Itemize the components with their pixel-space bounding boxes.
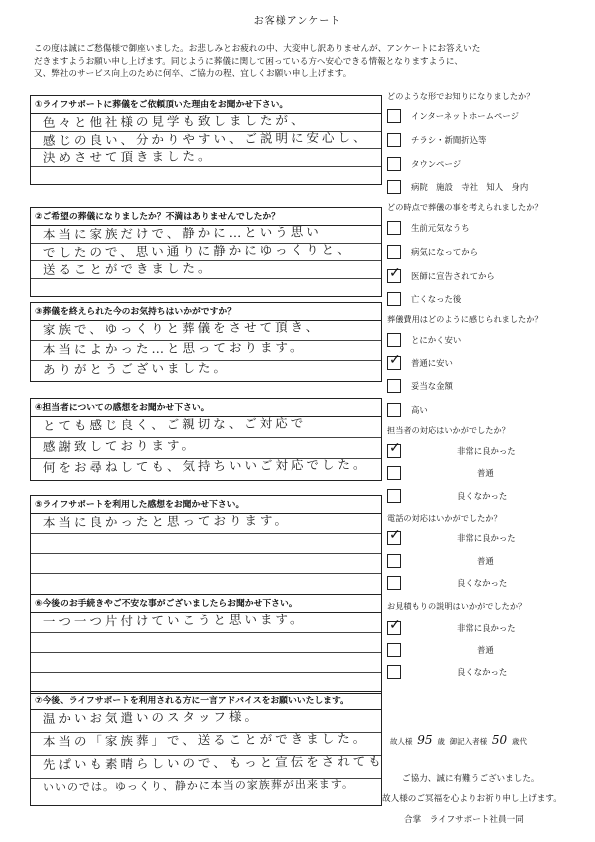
answer-line: 先ぱいも素晴らしいので、もっと宣伝をされても xyxy=(42,753,384,772)
answer-line: 決めさせて頂きました。 xyxy=(42,148,214,165)
option-label: 妥当な金額 xyxy=(411,381,453,391)
checkbox[interactable] xyxy=(387,379,401,393)
checkbox[interactable] xyxy=(387,221,401,235)
writer-age-value: 50 xyxy=(491,733,508,747)
deceased-age-unit: 歳 xyxy=(437,737,445,746)
answer-line: 温かいお気遣いのスタッフ様。 xyxy=(42,708,261,726)
question-1-label: ①ライフサポートに葬儀をご依頼頂いた理由をお聞かせ下さい。 xyxy=(31,96,381,114)
answer-line: 本当に家族だけで、静かに…という思い xyxy=(42,224,322,242)
checkbox[interactable] xyxy=(387,617,401,635)
answer-line: 本当の「家族葬」で、送ることができました。 xyxy=(42,730,369,749)
survey-title: お客様アンケート xyxy=(253,16,342,27)
answer-line: でしたので、思い通りに静かにゆっくりと、 xyxy=(42,241,353,260)
question-5-box xyxy=(30,495,382,595)
checkbox[interactable] xyxy=(387,527,401,545)
question-4-box xyxy=(30,398,382,481)
option-label: 普通 xyxy=(477,468,494,478)
question-7-label: ⑦今後、ライフサポートを利用される方に一言アドバイスをお願いいたします。 xyxy=(31,692,381,710)
closing-condolence: 故人様のご冥福を心よりお祈り申し上げます。 xyxy=(382,794,562,804)
writer-age-unit: 歳代 xyxy=(511,737,527,746)
checkbox[interactable] xyxy=(387,245,401,259)
option-label: 非常に良かった xyxy=(457,533,516,543)
checkbox[interactable] xyxy=(387,333,401,347)
checkbox[interactable] xyxy=(387,489,401,503)
option-label: 良くなかった xyxy=(457,667,508,677)
check-mark-icon: ✓ xyxy=(389,617,401,633)
closing-thanks: ご協力、誠に有難うございました。 xyxy=(402,774,540,784)
answer-line: いいのでは。ゆっくり、静かに本当の家族葬が出来ます。 xyxy=(42,777,355,794)
section-title-cost: 葬儀費用はどのように感じられましたか？ xyxy=(387,314,543,324)
check-mark-icon: ✓ xyxy=(389,527,401,543)
question-3-label: ③葬儀を終えられた今のお気持ちはいかがですか？ xyxy=(31,303,381,321)
answer-line: 何をお尋ねしても、気持ちいいご対応でした。 xyxy=(42,456,369,475)
option-label: 非常に良かった xyxy=(457,446,516,456)
closing-signature: 合掌 ライフサポート社員一同 xyxy=(404,815,524,825)
option-label: 病気になってから xyxy=(411,247,478,257)
option-label: 生前元気なうち xyxy=(411,223,470,233)
question-6-label: ⑥今後のお手続きやご不安な事がございましたらお聞かせ下さい。 xyxy=(31,595,381,613)
checkbox[interactable] xyxy=(387,292,401,306)
question-7-box xyxy=(30,691,382,806)
option-label: 良くなかった xyxy=(457,491,508,501)
answer-line: 本当に良かったと思っております。 xyxy=(42,512,291,530)
option-label: 非常に良かった xyxy=(457,623,516,633)
answer-line: 色々と他社様の見学も致しましたが、 xyxy=(42,112,307,130)
checkbox[interactable] xyxy=(387,265,401,283)
option-label: 病院 施設 寺社 知人 身内 xyxy=(411,182,529,192)
answer-line: ありがとうございました。 xyxy=(42,360,230,377)
answer-line: 家族で、ゆっくりと葬儀をさせて頂き、 xyxy=(42,319,322,337)
checkbox[interactable] xyxy=(387,157,401,171)
question-4-label: ④担当者についての感想をお聞かせ下さい。 xyxy=(31,399,381,417)
option-label: タウンページ xyxy=(411,159,462,169)
check-mark-icon: ✓ xyxy=(389,440,401,456)
question-5-label: ⑤ライフサポートを利用した感想をお聞かせ下さい。 xyxy=(31,496,381,514)
intro-text xyxy=(34,43,574,81)
section-title-staff: 担当者の対応はいかがでしたか？ xyxy=(387,425,510,435)
checkbox[interactable] xyxy=(387,554,401,568)
checkbox[interactable] xyxy=(387,643,401,657)
check-mark-icon: ✓ xyxy=(389,265,401,281)
writer-age-label: 御記入者様 xyxy=(449,737,488,746)
deceased-age-label: 故人様 xyxy=(390,737,413,746)
question-3-box xyxy=(30,302,382,382)
answer-line: とても感じ良く、ご親切な、ご対応で xyxy=(42,415,307,433)
option-label: 普通に安い xyxy=(411,358,453,368)
section-title-phone: 電話の対応はいかがでしたか？ xyxy=(387,513,502,523)
checkbox[interactable] xyxy=(387,180,401,194)
intro-line: この度は誠にご愁傷様で御座いました。お悲しみとお疲れの中、大変申し訳ありませんが、アンケートにお答えいた xyxy=(34,44,481,54)
checkbox[interactable] xyxy=(387,133,401,147)
intro-line: だきますようお願い申し上げます。同じように葬儀に関して困っている方へ安心できる情報となりますように、 xyxy=(34,56,464,67)
checkbox[interactable] xyxy=(387,403,401,417)
section-title-estimate: お見積もりの説明はいかがでしたか？ xyxy=(387,601,527,611)
option-label: 医師に宣告されてから xyxy=(411,271,495,281)
checkbox[interactable] xyxy=(387,109,401,123)
option-label: 高い xyxy=(411,405,428,415)
option-label: 普通 xyxy=(477,645,494,655)
answer-line: 本当によかった…と思っております。 xyxy=(42,339,306,357)
question-1-box xyxy=(30,95,382,185)
answer-line: 送ることができました。 xyxy=(42,260,214,277)
option-label: 普通 xyxy=(477,556,494,566)
checkbox[interactable] xyxy=(387,665,401,679)
intro-line: 又、弊社のサービス向上のために何卒、ご協力の程、宜しくお願い申し上げます。 xyxy=(34,69,352,79)
answer-line: 一つ一つ片付けていこうと思います。 xyxy=(42,611,306,629)
checkbox[interactable] xyxy=(387,440,401,458)
option-label: 良くなかった xyxy=(457,578,508,588)
section-title-timing: どの時点で葬儀の事を考えられましたか？ xyxy=(387,202,543,212)
option-label: 亡くなった後 xyxy=(411,294,462,304)
checkbox[interactable] xyxy=(387,576,401,590)
deceased-age-value: 95 xyxy=(417,733,433,747)
answer-line: 感謝致しております。 xyxy=(42,437,198,454)
checkbox[interactable] xyxy=(387,466,401,480)
check-mark-icon: ✓ xyxy=(389,352,401,368)
answer-line: 感じの良い、分かりやすい、ご説明に安心し、 xyxy=(42,129,369,148)
question-2-label: ②ご希望の葬儀になりましたか？不満はありませんでしたか？ xyxy=(31,208,381,226)
question-2-box xyxy=(30,207,382,297)
deceased-info xyxy=(390,733,527,747)
checkbox[interactable] xyxy=(387,352,401,370)
option-label: チラシ・新聞折込等 xyxy=(411,135,487,145)
option-label: インターネットホームページ xyxy=(411,111,519,121)
option-label: とにかく安い xyxy=(411,335,462,345)
section-title-source: どのような形でお知りになりましたか？ xyxy=(387,91,535,101)
question-6-box xyxy=(30,594,382,694)
